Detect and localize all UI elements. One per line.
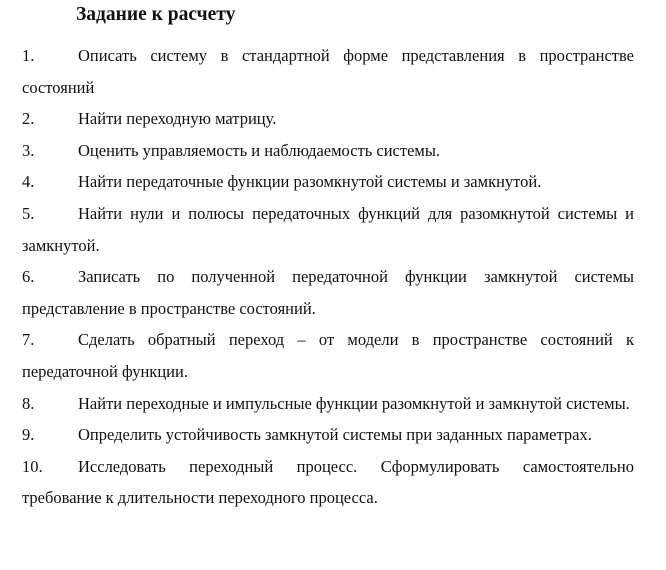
task-text: Оценить управляемость и наблюдаемость системы. <box>78 140 441 160</box>
document-title: Задание к расчету <box>76 4 236 25</box>
task-item-3 <box>22 135 634 167</box>
task-text: Записать по полученной передаточной функции замкнутой системы представление в пространстве состояний. <box>22 267 634 318</box>
task-text: Найти переходные и импульсные функции разомкнутой и замкнутой системы. <box>78 393 630 413</box>
task-number: 8. <box>22 393 35 413</box>
task-number: 5. <box>22 203 35 223</box>
task-number: 2. <box>22 109 35 129</box>
task-number: 1. <box>22 46 35 65</box>
task-text: Сделать обратный переход – от модели в пространстве состояний к передаточной функции. <box>22 330 634 381</box>
task-number: 10. <box>22 456 43 476</box>
task-item-6 <box>22 261 634 324</box>
task-item-7 <box>22 324 634 387</box>
task-item-5 <box>22 198 634 261</box>
task-number: 6. <box>22 267 35 287</box>
task-item-10 <box>22 451 634 514</box>
task-text: Найти передаточные функции разомкнутой системы и замкнутой. <box>78 172 542 192</box>
task-item-1 <box>22 40 634 103</box>
task-text: Определить устойчивость замкнутой системы при заданных параметрах. <box>78 425 592 445</box>
task-list <box>22 40 634 514</box>
task-text: Найти нули и полюсы передаточных функций для разомкнутой системы и замкнутой. <box>22 203 634 255</box>
task-number: 9. <box>22 425 35 445</box>
task-item-4 <box>22 166 634 198</box>
task-number: 4. <box>22 172 35 192</box>
task-item-8 <box>22 388 634 420</box>
task-text: Найти переходную матрицу. <box>78 109 277 129</box>
task-number: 7. <box>22 330 35 350</box>
task-text: Исследовать переходный процесс. Сформулировать самостоятельно требование к длительности переходного процесса. <box>22 456 634 508</box>
task-number: 3. <box>22 140 35 160</box>
task-item-2 <box>22 103 634 135</box>
task-item-9 <box>22 419 634 451</box>
task-text: Описать систему в стандартной форме представления в пространстве состояний <box>22 46 634 97</box>
